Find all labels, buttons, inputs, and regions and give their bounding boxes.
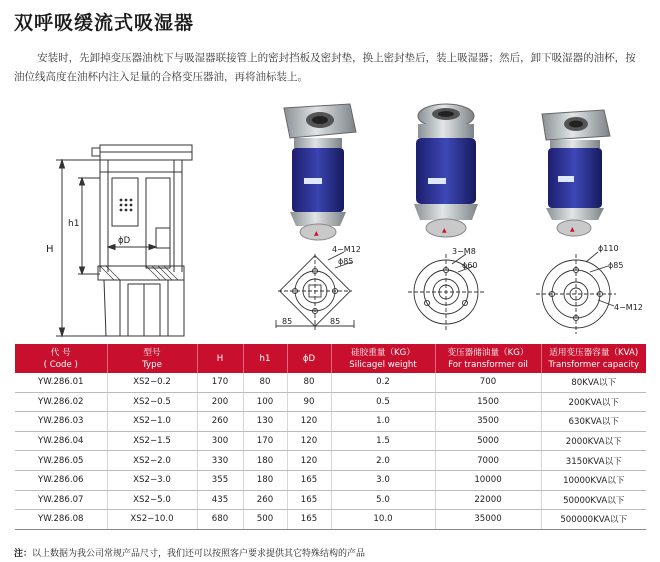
cell-h1: 80	[243, 373, 287, 392]
table-row	[15, 451, 646, 471]
table-row	[15, 392, 646, 412]
cell-oil: 10000	[435, 470, 541, 490]
cell-h1: 170	[243, 431, 287, 451]
cell-capacity: 10000KVA以下	[541, 470, 646, 490]
cell-h: 680	[197, 510, 243, 530]
flange3-dia-label: ϕ85	[608, 261, 624, 270]
table-row	[15, 373, 646, 392]
header-h1: h1	[243, 344, 287, 373]
header-silicagel: 硅胶重量（KG） Silicagel weight	[331, 344, 435, 373]
cell-code: YW.286.04	[15, 431, 107, 451]
cell-h: 200	[197, 392, 243, 412]
cell-oil: 35000	[435, 510, 541, 530]
cell-type: XS2−1.5	[107, 431, 197, 451]
table-row	[15, 490, 646, 510]
cell-oil: 1500	[435, 392, 541, 412]
product-photo-3	[532, 106, 616, 240]
cell-h: 330	[197, 451, 243, 471]
cell-d: 120	[287, 412, 331, 432]
cell-code: YW.286.03	[15, 412, 107, 432]
cell-capacity: 500000KVA以下	[541, 510, 646, 530]
flange1-bolt-label: 4−M12	[332, 246, 361, 254]
cell-oil: 5000	[435, 431, 541, 451]
cell-silicagel: 0.2	[331, 373, 435, 392]
cell-h1: 260	[243, 490, 287, 510]
cell-capacity: 200KVA以下	[541, 392, 646, 412]
cell-code: YW.286.07	[15, 490, 107, 510]
cell-h1: 180	[243, 451, 287, 471]
side-view-drawing	[0, 108, 210, 343]
flange3-bolt-label: 4−M12	[614, 303, 643, 312]
cell-d: 165	[287, 490, 331, 510]
table-row	[15, 470, 646, 490]
cell-capacity: 50000KVA以下	[541, 490, 646, 510]
cell-h: 170	[197, 373, 243, 392]
flange2-bolt-label: 3−M8	[452, 247, 476, 256]
table-row	[15, 510, 646, 530]
header-d: ϕD	[287, 344, 331, 373]
footnote-text: 以上数据为我公司常规产品尺寸，我们还可以按照客户要求提供其它特殊结构的产品	[32, 549, 366, 559]
header-code: 代 号 ( Code )	[15, 344, 107, 373]
cell-h1: 100	[243, 392, 287, 412]
cell-h: 260	[197, 412, 243, 432]
cell-code: YW.286.05	[15, 451, 107, 471]
cell-code: YW.286.06	[15, 470, 107, 490]
cell-oil: 3500	[435, 412, 541, 432]
cell-d: 80	[287, 373, 331, 392]
svg-text:▲: ▲	[314, 230, 319, 237]
cell-silicagel: 1.5	[331, 431, 435, 451]
page-title: 双呼吸缓流式吸湿器	[14, 12, 195, 34]
cell-d: 165	[287, 510, 331, 530]
dimension-h-label: H	[46, 244, 54, 255]
dimension-h1-label: h1	[68, 219, 80, 229]
cell-oil: 700	[435, 373, 541, 392]
header-type: 型号 Type	[107, 344, 197, 373]
header-oil: 变压器储油量（KG） For transformer oil	[435, 344, 541, 373]
cell-h: 355	[197, 470, 243, 490]
cell-h: 300	[197, 431, 243, 451]
cell-h1: 130	[243, 412, 287, 432]
flange2-dia-label: ϕ60	[462, 261, 478, 270]
cell-silicagel: 5.0	[331, 490, 435, 510]
table-header-row	[15, 344, 646, 373]
flange1-dia-label: ϕ85	[338, 257, 354, 266]
cell-type: XS2−3.0	[107, 470, 197, 490]
cell-type: XS2−0.5	[107, 392, 197, 412]
cell-code: YW.286.08	[15, 510, 107, 530]
svg-text:▲: ▲	[570, 226, 575, 233]
svg-text:▲: ▲	[442, 227, 447, 234]
cell-oil: 7000	[435, 451, 541, 471]
cell-silicagel: 2.0	[331, 451, 435, 471]
cell-silicagel: 10.0	[331, 510, 435, 530]
footnote	[14, 546, 365, 559]
cell-type: XS2−1.0	[107, 412, 197, 432]
cell-type: XS2−0.2	[107, 373, 197, 392]
cell-type: XS2−5.0	[107, 490, 197, 510]
cell-type: XS2−10.0	[107, 510, 197, 530]
cell-silicagel: 3.0	[331, 470, 435, 490]
table-row	[15, 412, 646, 432]
flange-drawing-round-4	[528, 240, 646, 340]
dimension-d-label: ϕD	[118, 236, 131, 246]
cell-h1: 180	[243, 470, 287, 490]
cell-d: 165	[287, 470, 331, 490]
footnote-prefix: 注：	[14, 549, 33, 559]
header-h: H	[197, 344, 243, 373]
flange-drawing-square	[268, 246, 378, 340]
cell-h1: 500	[243, 510, 287, 530]
flange1-dim-b: 85	[330, 317, 341, 326]
flange1-dim-a: 85	[282, 317, 293, 326]
cell-capacity: 630KVA以下	[541, 412, 646, 432]
cell-capacity: 2000KVA以下	[541, 431, 646, 451]
header-capacity: 适用变压器容量（KVA) Transformer capacity	[541, 344, 646, 373]
cell-code: YW.286.01	[15, 373, 107, 392]
cell-capacity: 80KVA以下	[541, 373, 646, 392]
installation-description: 安装时，先卸掉变压器油枕下与吸湿器联接管上的密封挡板及密封垫，换上密封垫后，装上吸湿器；然后，卸下吸湿器的油杯，按油位线高度在油杯内注入足量的合格变压器油，再将油标装上。	[14, 52, 636, 83]
cell-d: 120	[287, 431, 331, 451]
cell-oil: 22000	[435, 490, 541, 510]
cell-type: XS2−2.0	[107, 451, 197, 471]
product-photo-2	[400, 102, 490, 242]
cell-capacity: 3150KVA以下	[541, 451, 646, 471]
flange-drawing-round-3	[400, 246, 500, 340]
flange3-outer-label: ϕ110	[598, 244, 619, 253]
cell-silicagel: 0.5	[331, 392, 435, 412]
product-photo-1	[270, 102, 362, 242]
table-row	[15, 431, 646, 451]
spec-table	[15, 344, 646, 530]
cell-h: 435	[197, 490, 243, 510]
cell-silicagel: 1.0	[331, 412, 435, 432]
cell-d: 90	[287, 392, 331, 412]
cell-d: 120	[287, 451, 331, 471]
cell-code: YW.286.02	[15, 392, 107, 412]
